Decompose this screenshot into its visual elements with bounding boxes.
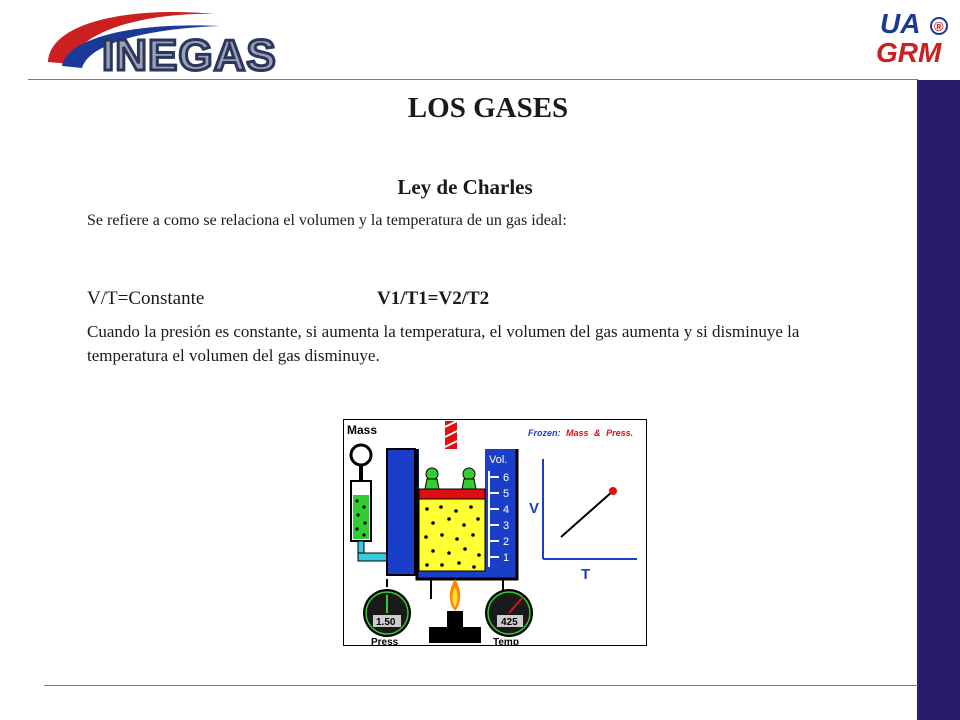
logo-grm-text: GRM <box>876 37 942 66</box>
graph-point <box>609 487 617 495</box>
vol-tick-1: 1 <box>503 552 510 564</box>
header-divider <box>28 79 918 80</box>
weight-left <box>426 468 438 480</box>
graph-x-label: T <box>581 566 591 583</box>
graph-y-label: V <box>529 500 540 517</box>
logo-text: INEGAS <box>102 31 277 78</box>
description-text: Cuando la presión es constante, si aumenta la temperatura, el volumen del gas aumenta y si disminuye la temperatura el volumen del gas disminuye. <box>87 322 800 365</box>
pressure-label: Press <box>371 637 399 646</box>
piston-head <box>419 489 485 499</box>
slide-title: LOS GASES <box>407 92 569 124</box>
formula-ratio: V1/T1=V2/T2 <box>377 288 490 309</box>
reservoir-column <box>387 449 415 575</box>
mass-stem <box>359 465 363 481</box>
temperature-label: Temp <box>493 637 519 646</box>
weight-right <box>463 468 475 480</box>
vol-tick-5: 5 <box>503 488 510 500</box>
burner-stem <box>447 611 463 627</box>
vol-label: Vol. <box>489 454 508 466</box>
slide-subtitle: Ley de Charles <box>397 175 533 199</box>
inegas-logo <box>40 4 310 78</box>
intro-text: Se refiere a como se relaciona el volumen y la temperatura de un gas ideal: <box>87 212 567 229</box>
burner-base <box>429 627 481 643</box>
temperature-value: 425 <box>501 617 518 628</box>
syringe-fluid <box>353 495 369 539</box>
gas-volume <box>419 499 485 571</box>
frozen-note: Frozen: Mass & Press. <box>528 428 634 438</box>
uagrm-logo <box>874 6 958 66</box>
mass-gauge <box>351 445 371 465</box>
vol-tick-3: 3 <box>503 520 510 532</box>
vol-tick-2: 2 <box>503 536 510 548</box>
vol-tick-4: 4 <box>503 504 510 516</box>
logo-badge: ® <box>934 19 944 34</box>
vol-tick-6: 6 <box>503 472 510 484</box>
logo-ua-text: UA <box>880 8 921 39</box>
charles-law-diagram <box>343 419 647 646</box>
mass-label: Mass <box>347 423 378 437</box>
footer-divider <box>44 685 918 686</box>
formula-constant: V/T=Constante <box>87 288 205 309</box>
pressure-value: 1.50 <box>376 617 396 628</box>
